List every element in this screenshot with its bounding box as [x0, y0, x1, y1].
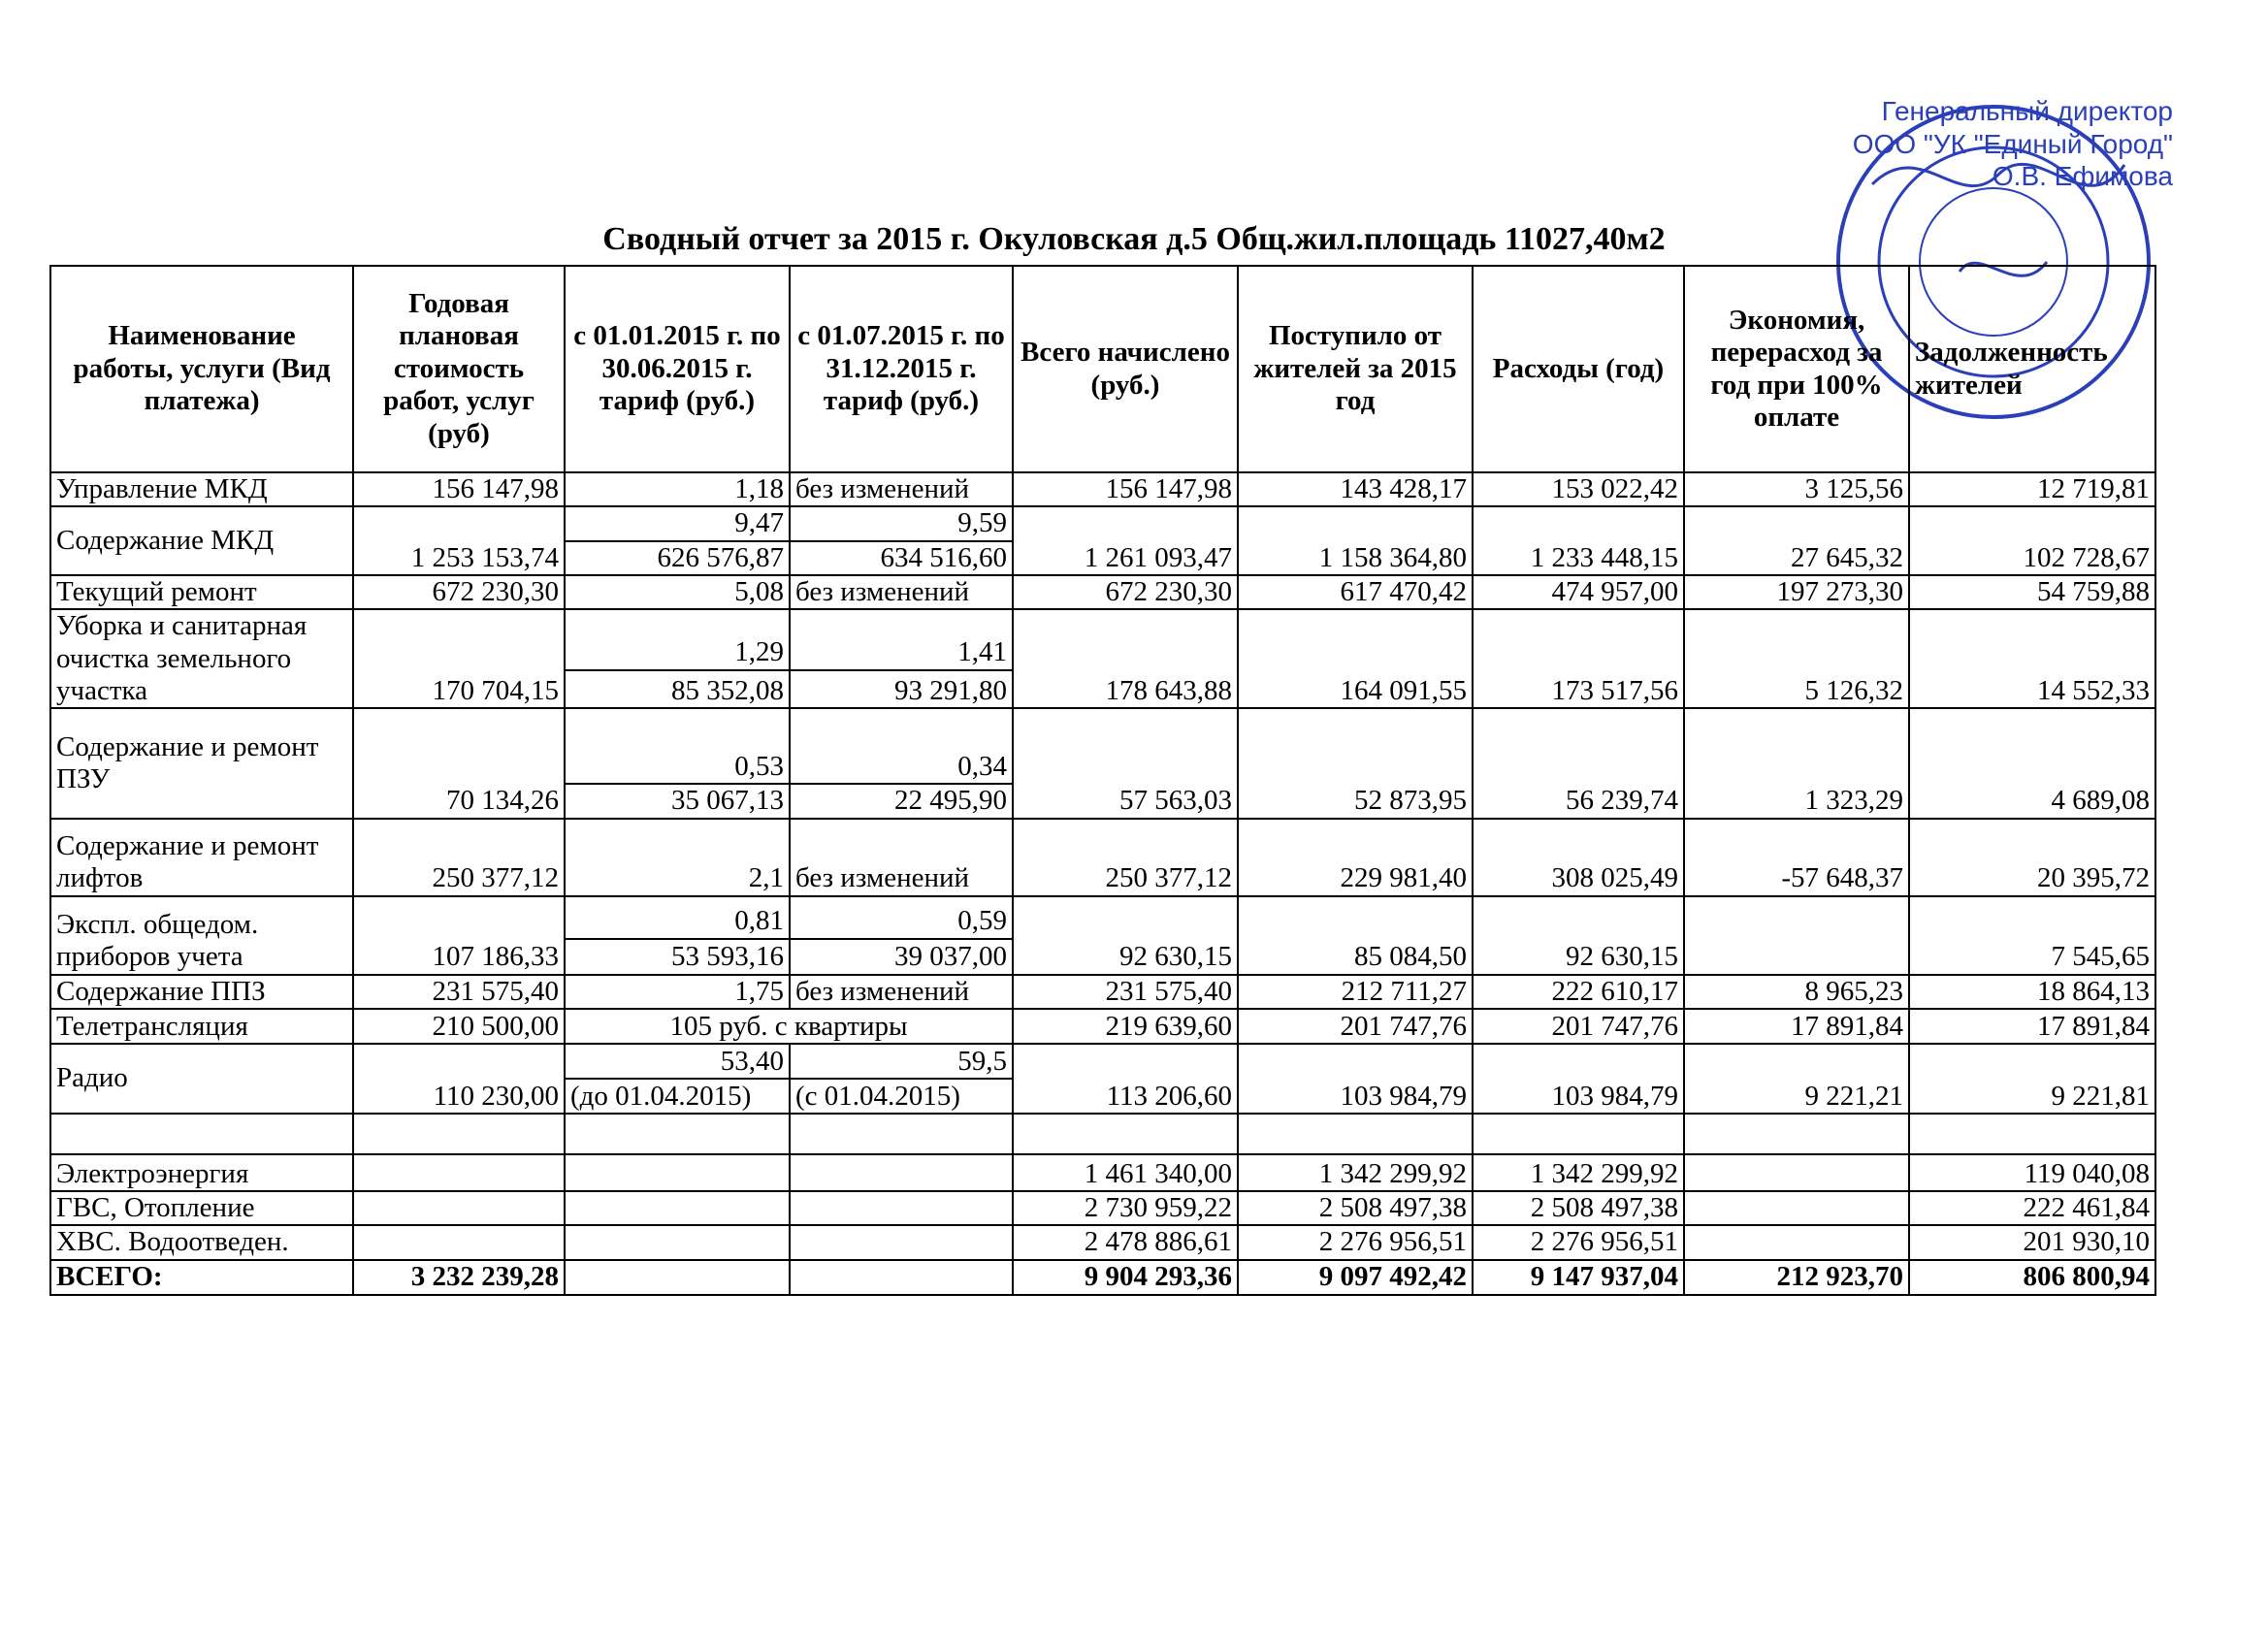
report-table	[49, 265, 2156, 1296]
row-label: ХВС. Водоотведен.	[50, 1225, 353, 1259]
cell-annual: 1 253 153,74	[353, 541, 565, 575]
cell-charged: 1 261 093,47	[1013, 541, 1238, 575]
header-name: Наименование работы, услуги (Вид платежа)	[50, 266, 353, 472]
cell-received: 2 276 956,51	[1238, 1225, 1473, 1259]
stamp-line-name: О.В. Ефимова	[1992, 161, 2173, 192]
stamp-line-company: ООО "УК "Единый Город"	[1852, 128, 2173, 159]
header-charged: Всего начислено (руб.)	[1013, 266, 1238, 472]
cell-charged: 113 206,60	[1013, 1079, 1238, 1114]
cell-received: 52 873,95	[1238, 784, 1473, 818]
cell-debt: 14 552,33	[1909, 670, 2155, 709]
cell-debt: 222 461,84	[1909, 1191, 2155, 1225]
table-row-empty	[50, 1114, 2155, 1154]
cell-received: 143 428,17	[1238, 472, 1473, 506]
table-row	[50, 708, 2155, 784]
cell-h2: 22 495,90	[790, 784, 1013, 818]
cell-h1: 35 067,13	[565, 784, 790, 818]
row-label: Содержание ППЗ	[50, 975, 353, 1009]
cell-saving: 197 273,30	[1684, 575, 1909, 609]
cell-charged: 9 904 293,36	[1013, 1260, 1238, 1295]
row-label: Содержание и ремонт ПЗУ	[50, 708, 353, 818]
header-h1: с 01.01.2015 г. по 30.06.2015 г. тариф (руб.)	[565, 266, 790, 472]
cell-h2: без изменений	[790, 575, 1013, 609]
table-row	[50, 1044, 2155, 1079]
cell-h1: 1,18	[565, 472, 790, 506]
table-row-sub	[50, 1079, 2155, 1114]
cell-debt: 9 221,81	[1909, 1079, 2155, 1114]
cell-charged: 2 478 886,61	[1013, 1225, 1238, 1259]
header-saving: Экономия, перерасход за год при 100% оплате	[1684, 266, 1909, 472]
cell-expenses: 1 233 448,15	[1473, 541, 1684, 575]
cell-saving	[1684, 939, 1909, 975]
cell-h2: (с 01.04.2015)	[790, 1079, 1013, 1114]
cell-saving: 8 965,23	[1684, 975, 1909, 1009]
header-received: Поступило от жителей за 2015 год	[1238, 266, 1473, 472]
table-row-sub	[50, 670, 2155, 709]
table-row	[50, 1191, 2155, 1225]
table-row	[50, 609, 2155, 669]
cell-expenses: 308 025,49	[1473, 819, 1684, 896]
cell-expenses: 2 508 497,38	[1473, 1191, 1684, 1225]
cell-annual: 250 377,12	[353, 819, 565, 896]
cell-h2: без изменений	[790, 975, 1013, 1009]
table-row	[50, 1009, 2155, 1044]
header-debt: Задолженность жителей	[1909, 266, 2155, 472]
cell-expenses: 56 239,74	[1473, 784, 1684, 818]
cell-h2-tariff: 9,59	[790, 506, 1013, 540]
cell-h2: без изменений	[790, 819, 1013, 896]
cell-debt: 7 545,65	[1909, 939, 2155, 975]
cell-h2-tariff: 59,5	[790, 1044, 1013, 1079]
cell-h1: 53 593,16	[565, 939, 790, 975]
row-label: Экспл. общедом. приборов учета	[50, 896, 353, 975]
cell-h1: 1,75	[565, 975, 790, 1009]
cell-annual: 110 230,00	[353, 1079, 565, 1114]
cell-saving: 1 323,29	[1684, 784, 1909, 818]
row-label: Управление МКД	[50, 472, 353, 506]
cell-h1: 85 352,08	[565, 670, 790, 709]
row-label: ВСЕГО:	[50, 1260, 353, 1295]
cell-annual: 210 500,00	[353, 1009, 565, 1044]
cell-annual: 156 147,98	[353, 472, 565, 506]
cell-received: 201 747,76	[1238, 1009, 1473, 1044]
cell-h1-tariff: 1,29	[565, 609, 790, 669]
cell-received: 212 711,27	[1238, 975, 1473, 1009]
cell-received: 617 470,42	[1238, 575, 1473, 609]
cell-expenses: 9 147 937,04	[1473, 1260, 1684, 1295]
cell-saving: -57 648,37	[1684, 819, 1909, 896]
table-row	[50, 506, 2155, 540]
header-expenses: Расходы (год)	[1473, 266, 1684, 472]
cell-saving: 5 126,32	[1684, 670, 1909, 709]
cell-debt: 4 689,08	[1909, 784, 2155, 818]
stamp-line-director: Генеральный директор	[1881, 96, 2173, 126]
total-row	[50, 1260, 2155, 1295]
table-row	[50, 975, 2155, 1009]
cell-charged: 2 730 959,22	[1013, 1191, 1238, 1225]
cell-h1: 626 576,87	[565, 541, 790, 575]
cell-h2: 93 291,80	[790, 670, 1013, 709]
table-row	[50, 819, 2155, 896]
cell-h1-tariff: 53,40	[565, 1044, 790, 1079]
header-annual: Годовая плановая стоимость работ, услуг (руб)	[353, 266, 565, 472]
cell-received: 2 508 497,38	[1238, 1191, 1473, 1225]
cell-h1: 5,08	[565, 575, 790, 609]
cell-tariff-merged: 105 руб. с квартиры	[565, 1009, 1013, 1044]
cell-saving: 27 645,32	[1684, 541, 1909, 575]
cell-debt: 54 759,88	[1909, 575, 2155, 609]
cell-expenses: 222 610,17	[1473, 975, 1684, 1009]
cell-saving: 3 125,56	[1684, 472, 1909, 506]
cell-annual: 231 575,40	[353, 975, 565, 1009]
cell-h1-tariff: 0,53	[565, 708, 790, 784]
cell-received: 103 984,79	[1238, 1079, 1473, 1114]
table-row	[50, 896, 2155, 939]
cell-annual: 107 186,33	[353, 939, 565, 975]
cell-charged: 57 563,03	[1013, 784, 1238, 818]
cell-saving: 9 221,21	[1684, 1079, 1909, 1114]
cell-expenses: 1 342 299,92	[1473, 1154, 1684, 1191]
cell-h1-tariff: 0,81	[565, 896, 790, 939]
cell-h2: 39 037,00	[790, 939, 1013, 975]
cell-charged: 156 147,98	[1013, 472, 1238, 506]
table-row	[50, 472, 2155, 506]
table-row	[50, 575, 2155, 609]
row-label: ГВС, Отопление	[50, 1191, 353, 1225]
cell-annual: 672 230,30	[353, 575, 565, 609]
cell-annual: 70 134,26	[353, 784, 565, 818]
cell-h1-tariff: 9,47	[565, 506, 790, 540]
cell-h2-tariff: 1,41	[790, 609, 1013, 669]
cell-annual: 170 704,15	[353, 670, 565, 709]
row-label: Текущий ремонт	[50, 575, 353, 609]
cell-annual: 3 232 239,28	[353, 1260, 565, 1295]
cell-charged: 231 575,40	[1013, 975, 1238, 1009]
table-row	[50, 1154, 2155, 1191]
cell-received: 1 342 299,92	[1238, 1154, 1473, 1191]
cell-charged: 178 643,88	[1013, 670, 1238, 709]
cell-h2-tariff: 0,34	[790, 708, 1013, 784]
row-label: Содержание МКД	[50, 506, 353, 575]
cell-charged: 219 639,60	[1013, 1009, 1238, 1044]
cell-debt: 12 719,81	[1909, 472, 2155, 506]
cell-received: 85 084,50	[1238, 939, 1473, 975]
cell-charged: 250 377,12	[1013, 819, 1238, 896]
cell-expenses: 92 630,15	[1473, 939, 1684, 975]
cell-h1: 2,1	[565, 819, 790, 896]
cell-debt: 201 930,10	[1909, 1225, 2155, 1259]
cell-expenses: 474 957,00	[1473, 575, 1684, 609]
cell-saving: 212 923,70	[1684, 1260, 1909, 1295]
cell-debt: 17 891,84	[1909, 1009, 2155, 1044]
cell-charged: 1 461 340,00	[1013, 1154, 1238, 1191]
header-row	[50, 266, 2155, 472]
cell-saving: 17 891,84	[1684, 1009, 1909, 1044]
cell-annual-top	[353, 506, 565, 540]
table-row	[50, 1225, 2155, 1259]
row-label: Радио	[50, 1044, 353, 1114]
cell-received: 229 981,40	[1238, 819, 1473, 896]
cell-charged: 92 630,15	[1013, 939, 1238, 975]
table-row-sub	[50, 541, 2155, 575]
row-label: Телетрансляция	[50, 1009, 353, 1044]
row-label: Электроэнергия	[50, 1154, 353, 1191]
cell-h2: без изменений	[790, 472, 1013, 506]
row-label: Содержание и ремонт лифтов	[50, 819, 353, 896]
cell-h2: 634 516,60	[790, 541, 1013, 575]
row-label: Уборка и санитарная очистка земельного участка	[50, 609, 353, 708]
cell-debt: 119 040,08	[1909, 1154, 2155, 1191]
cell-received: 1 158 364,80	[1238, 541, 1473, 575]
cell-expenses: 173 517,56	[1473, 670, 1684, 709]
cell-h1: (до 01.04.2015)	[565, 1079, 790, 1114]
cell-debt: 102 728,67	[1909, 541, 2155, 575]
cell-received: 9 097 492,42	[1238, 1260, 1473, 1295]
report-title: Сводный отчет за 2015 г. Окуловская д.5 Общ.жил.площадь 11027,40м2	[602, 221, 1666, 257]
cell-expenses: 103 984,79	[1473, 1079, 1684, 1114]
cell-debt: 20 395,72	[1909, 819, 2155, 896]
cell-expenses: 201 747,76	[1473, 1009, 1684, 1044]
cell-received: 164 091,55	[1238, 670, 1473, 709]
cell-expenses: 153 022,42	[1473, 472, 1684, 506]
cell-debt: 806 800,94	[1909, 1260, 2155, 1295]
cell-debt: 18 864,13	[1909, 975, 2155, 1009]
cell-h2-tariff: 0,59	[790, 896, 1013, 939]
cell-expenses: 2 276 956,51	[1473, 1225, 1684, 1259]
cell-charged: 672 230,30	[1013, 575, 1238, 609]
header-h2: с 01.07.2015 г. по 31.12.2015 г. тариф (руб.)	[790, 266, 1013, 472]
table-row-sub	[50, 784, 2155, 818]
table-row-sub	[50, 939, 2155, 975]
